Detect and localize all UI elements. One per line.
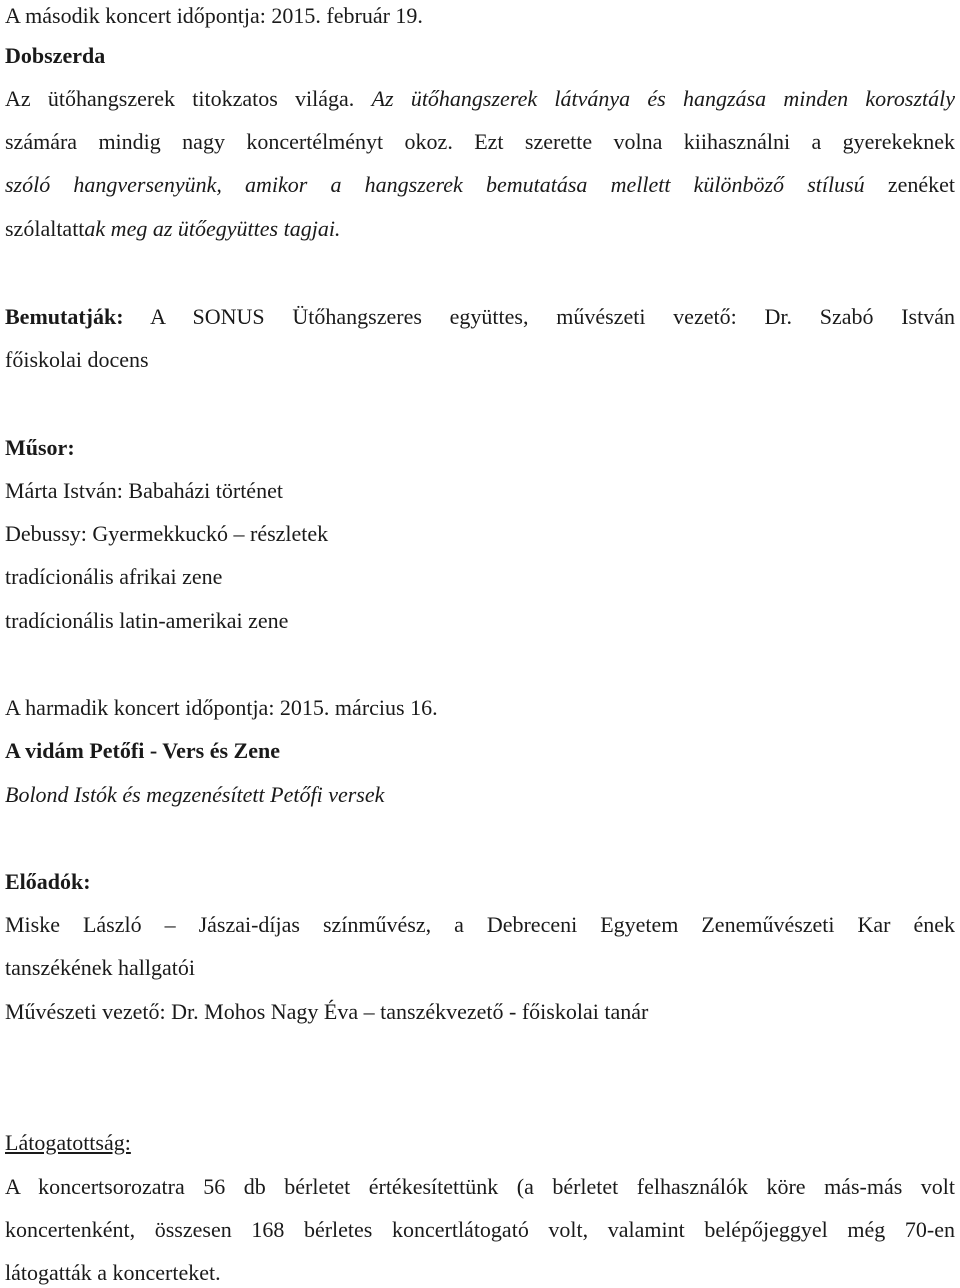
concert2-para-l1-a: Az ütőhangszerek titokzatos világa. [5, 86, 355, 111]
concert2-paragraph-line-4 [5, 214, 340, 244]
attendance-line-2: koncertenként, összesen 168 bérletes koncertlátogató volt, valamint belépőjeggyel még 70-en [5, 1217, 955, 1242]
program-heading: Műsor: [5, 435, 75, 460]
presenters-label: Bemutatják: [5, 304, 124, 329]
artistic-director-line: Művészeti vezető: Dr. Mohos Nagy Éva – tanszékvezető - főiskolai tanár [5, 999, 649, 1024]
program-item-1: Márta István: Babaházi történet [5, 478, 283, 503]
concert2-title: Dobszerda [5, 43, 106, 68]
concert2-para-l3-a: szóló hangversenyünk, amikor a hangszerek bemutatása mellett különböző stílusú [5, 172, 865, 197]
performer-line-2: tanszékének hallgatói [5, 955, 195, 980]
concert3-title: A vidám Petőfi - Vers és Zene [5, 738, 280, 763]
performer-line-1: Miske László – Jászai-díjas színművész, a Debreceni Egyetem Zeneművészeti Kar ének [5, 912, 955, 937]
concert2-para-l3-b: zenéket [887, 172, 956, 197]
concert2-date-line: A második koncert időpontja: 2015. február 19. [5, 3, 423, 28]
program-item-4: tradícionális latin-amerikai zene [5, 608, 289, 633]
concert2-para-l1-b: Az ütőhangszerek látványa és hangzása minden korosztály [371, 86, 955, 111]
program-item-2: Debussy: Gyermekkuckó – részletek [5, 521, 329, 546]
performers-heading: Előadók: [5, 869, 91, 894]
concert2-paragraph-line-3 [5, 170, 955, 200]
concert2-para-l4-a: szólaltatt [5, 216, 85, 241]
concert2-para-l2-a: számára mindig nagy koncertélményt okoz. [5, 129, 453, 154]
attendance-line-1: A koncertsorozatra 56 db bérletet értékesítettünk (a bérletet felhasználók köre más-más volt [5, 1174, 955, 1199]
attendance-line-3: látogatták a koncerteket. [5, 1260, 221, 1285]
concert2-para-l4-b: ak meg az ütőegyüttes tagjai. [84, 216, 341, 241]
attendance-heading: Látogatottság: [5, 1130, 131, 1155]
concert3-date-line: A harmadik koncert időpontja: 2015. március 16. [5, 695, 438, 720]
presenters-text: A SONUS Ütőhangszeres együttes, művészeti vezető: Dr. Szabó István [150, 304, 955, 329]
concert2-presenters-line-2: főiskolai docens [5, 347, 149, 372]
concert2-paragraph-line-2 [5, 127, 955, 157]
concert2-presenters-line-1 [5, 302, 955, 332]
concert2-paragraph-line-1 [5, 84, 955, 114]
concert3-subtitle: Bolond Istók és megzenésített Petőfi versek [5, 782, 385, 807]
program-item-3: tradícionális afrikai zene [5, 564, 223, 589]
concert2-para-l2-b: Ezt szerette volna kiihasználni a gyerekeknek [474, 129, 955, 154]
